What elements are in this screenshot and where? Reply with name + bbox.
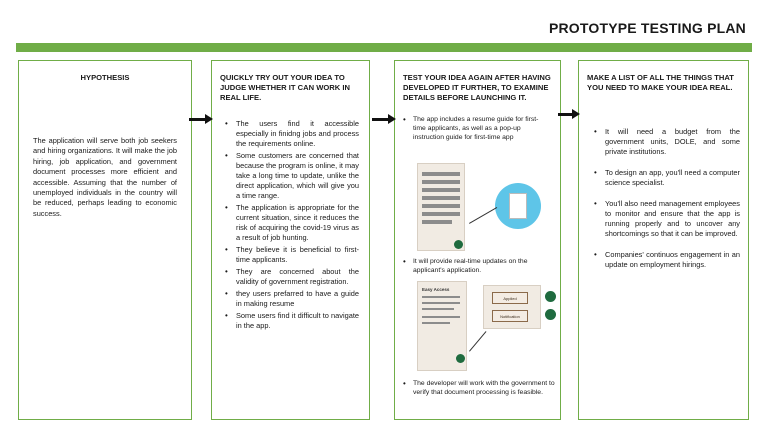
list-item: • The application is appropriate for the current situation, since it reduces the risk of acquiring the covid-19 virus as a result of job hunting. (222, 203, 359, 243)
phone-screen-image: Easy Access (417, 281, 467, 371)
list-item: • They believe it is beneficial to first-time applicants. (222, 245, 359, 265)
panel-heading: QUICKLY TRY OUT YOUR IDEA TO JUDGE WHETHER IT CAN WORK IN REAL LIFE. (220, 73, 350, 102)
list-item: • The developer will work with the government to verify that document processing is feasible. (403, 379, 555, 396)
list-item: • It will need a budget from the government units, DOLE, and some private institutions. (591, 127, 740, 157)
phone-screen-image (417, 163, 465, 251)
updates-mockup (417, 281, 557, 373)
header-accent-bar (16, 43, 752, 52)
arrow-right-icon (372, 118, 389, 121)
status-screen-image: Applied Notification (483, 285, 541, 329)
list-item: • To design an app, you'll need a computer science specialist. (591, 168, 740, 188)
needs-list (591, 127, 740, 270)
action-icon (454, 240, 463, 249)
panel-quick-try (211, 60, 370, 420)
list-item: • they users prefarred to have a guide in making resume (222, 289, 359, 309)
resume-illustration (495, 183, 541, 229)
action-icon (545, 309, 556, 320)
list-item: • It will provide real-time updates on the applicant's application. (403, 257, 528, 274)
action-icon (545, 291, 556, 302)
page-title: PROTOTYPE TESTING PLAN (548, 20, 746, 36)
panel-heading: MAKE A LIST OF ALL THE THINGS THAT YOU NEED TO MAKE YOUR IDEA REAL. (587, 73, 734, 92)
panel-heading: HYPOTHESIS (80, 73, 130, 82)
list-item: • Some customers are concerned that because the program is online, it may take a long time to update, unlike the direct application, which will give you a time range. (222, 151, 359, 201)
findings-list (222, 119, 359, 331)
panel-hypothesis (18, 60, 192, 420)
list-item: • They are concerned about the validity of government registration. (222, 267, 359, 287)
panel-make-real (578, 60, 749, 420)
action-icon (456, 354, 465, 363)
list-item: • The app includes a resume guide for first-time applicants, as well as a pop-up instruction guide for first-time app (403, 115, 539, 141)
list-item: • The users find it accessible especially in finidng jobs and process the requirements online. (222, 119, 359, 149)
arrow-right-icon (189, 118, 206, 121)
list-item: • Companies' continuos engagement in an update on employment hirings. (591, 250, 740, 270)
panel-test-again (394, 60, 561, 420)
list-item: • Some users find it difficult to navigate in the app. (222, 311, 359, 331)
list-item: • You'll also need management employees to monitor and ensure that the app is running properly and to uncover any shortcomings so that it can be improved. (591, 199, 740, 239)
hypothesis-text: The application will serve both job seekers and hiring organizations. It will make the job hiring, job application, and government document processes more efficient and accessible. Assuming that the number of unemployed individuals in the country will be reduced, perhaps leading to economic success. (33, 136, 177, 218)
resume-guide-mockup (417, 163, 547, 253)
arrow-right-icon (558, 113, 573, 116)
panel-heading: TEST YOUR IDEA AGAIN AFTER HAVING DEVELOPED IT FURTHER, TO EXAMINE DETAILS BEFORE LAUNCHING IT. (403, 73, 551, 102)
